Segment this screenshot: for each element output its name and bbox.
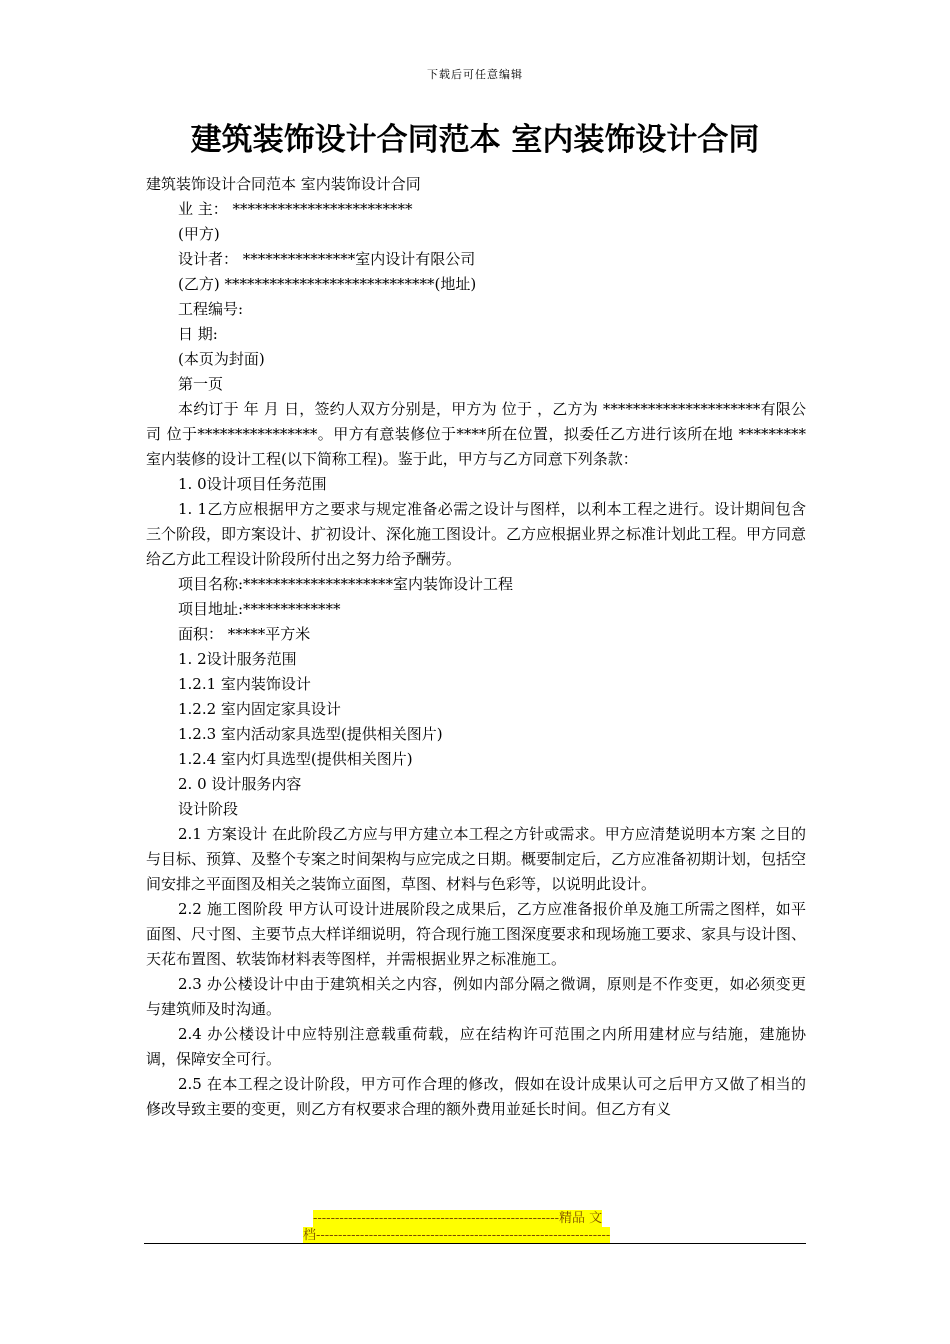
- paragraph: 日 期:: [178, 325, 218, 343]
- paragraph: 1.2.2 室内固定家具设计: [178, 700, 341, 718]
- paragraph: 2.2 施工图阶段 甲方认可设计进展阶段之成果后，乙方应准备报价单及施工所需之图样，如平面图、尺寸图、主要节点大样详细说明，符合现行施工图深度要求和现场施工要求、家具与设计图、天花布置图、软装饰材料表等图样，并需根据业界之标准施工。: [146, 900, 807, 968]
- document-body: [146, 172, 806, 1122]
- header-note: 下载后可任意编辑: [427, 68, 523, 81]
- paragraph: 第一页: [178, 375, 224, 393]
- paragraph: (乙方) ****************************(地址): [178, 275, 477, 293]
- paragraph: (本页为封面): [178, 350, 265, 368]
- paragraph: (甲方): [178, 225, 220, 243]
- footer-line-1: --------------------------------------------------------精品 文: [313, 1211, 603, 1226]
- paragraph: 2. 0 设计服务内容: [178, 775, 302, 793]
- paragraph: 1. 1乙方应根据甲方之要求与规定准备必需之设计与图样，以利本工程之进行。设计期间包含三个阶段，即方案设计、扩初设计、深化施工图设计。乙方应根据业界之标准计划此工程。甲方同意给乙方此工程设计阶段所付出之努力给予酬劳。: [146, 500, 807, 568]
- paragraph: 2.1 方案设计 在此阶段乙方应与甲方建立本工程之方针或需求。甲方应清楚说明本方案 之目的与目标、预算、及整个专案之时间架构与应完成之日期。概要制定后，乙方应准备初期计划，包括空间安排之平面图及相关之装饰立面图，草图、材料与色彩等，以说明此设计。: [146, 825, 807, 893]
- paragraph: 2.4 办公楼设计中应特别注意载重荷载，应在结构许可范围之内所用建材应与结施，建施协调，保障安全可行。: [146, 1025, 806, 1068]
- paragraph: 设计阶段: [178, 800, 239, 818]
- paragraph: 项目地址:*************: [178, 600, 341, 618]
- paragraph: 1.2.1 室内装饰设计: [178, 675, 311, 693]
- paragraph: 业 主： ************************: [178, 200, 413, 218]
- footer-line-2: 档-------------------------------------------------------------------: [303, 1228, 611, 1243]
- paragraph: 2.5 在本工程之设计阶段，甲方可作合理的修改，假如在设计成果认可之后甲方又做了相当的修改导致主要的变更，则乙方有权要求合理的额外费用並延长时间。但乙方有义: [146, 1075, 806, 1118]
- paragraph: 建筑装饰设计合同范本 室内装饰设计合同: [146, 175, 421, 193]
- paragraph: 1.2.3 室内活动家具选型(提供相关图片): [178, 725, 443, 743]
- paragraph: 2.3 办公楼设计中由于建筑相关之内容，例如内部分隔之微调，原则是不作变更，如必须变更与建筑师及时沟通。: [146, 975, 806, 1018]
- paragraph: 本约订于 年 月 日，签约人双方分别是，甲方为 位于 ，乙方为 *********************有限公司 位于****************。甲方有意装修位于****所在位置，拟委任乙方进行该所在地 *********室内装修的设计工程(以下简称工程)。鉴于此，甲方与乙方同意下列条款：: [146, 400, 806, 468]
- paragraph: 1. 2设计服务范围: [178, 650, 297, 668]
- paragraph: 设计者： ***************室内设计有限公司: [178, 250, 476, 268]
- paragraph: 1. 0设计项目任务范围: [178, 475, 327, 493]
- paragraph: 项目名称:********************室内装饰设计工程: [178, 575, 514, 593]
- paragraph: 1.2.4 室内灯具选型(提供相关图片): [178, 750, 413, 768]
- footer-divider: [144, 1243, 806, 1244]
- paragraph: 工程编号:: [178, 300, 244, 318]
- document-title: 建筑装饰设计合同范本 室内装饰设计合同: [190, 122, 760, 158]
- paragraph: 面积： *****平方米: [178, 625, 311, 643]
